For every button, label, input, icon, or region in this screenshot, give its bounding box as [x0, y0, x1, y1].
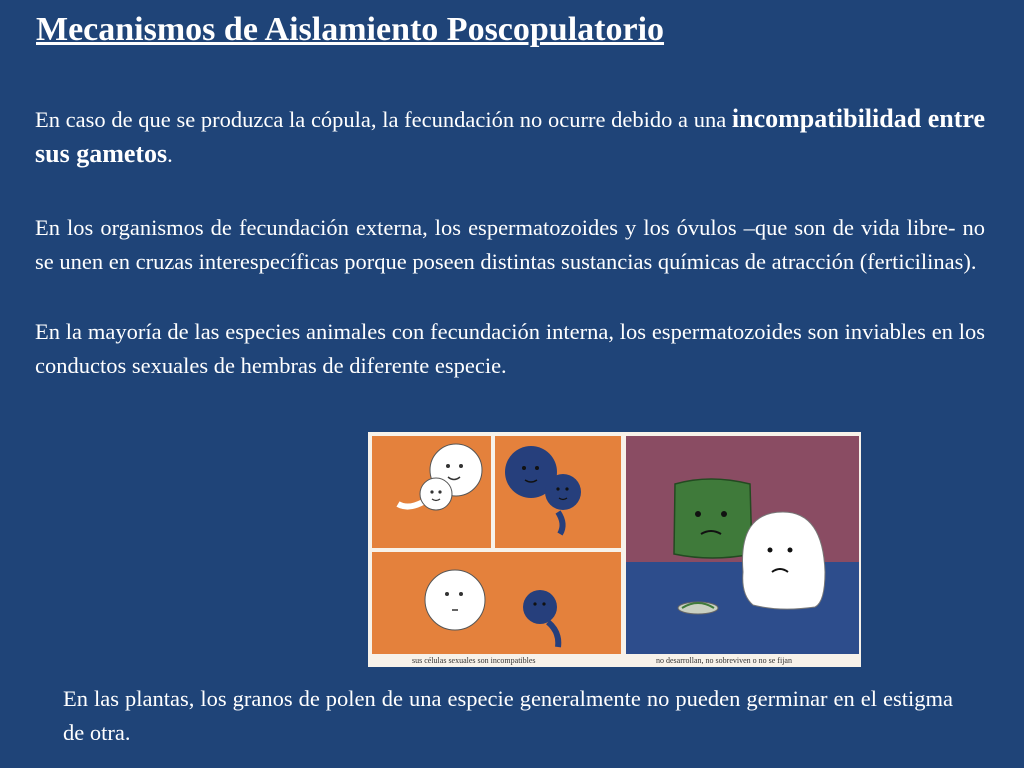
caption-left: sus células sexuales son incompatibles [412, 656, 536, 665]
green-cube-character-icon [674, 479, 752, 558]
panel-bottom [372, 552, 621, 654]
white-ovum-icon [425, 570, 485, 630]
slide-title: Mecanismos de Aislamiento Poscopulatorio [36, 11, 665, 48]
paragraph-copula-text: En caso de que se produzca la cópula, la fecundación no ocurre debido a una [35, 107, 732, 132]
gamete-cartoon-illustration [368, 432, 861, 667]
paragraph-copula-bold: incompatibilidad entre sus gametos [35, 104, 985, 168]
paragraph-external-fertilization: En los organismos de fecundación externa, los espermatozoides y los óvulos –que son de vida libre- no se unen en cruzas interespecíficas porque poseen distintas sustancias químicas de atracción (ferticilinas). [35, 215, 985, 274]
caption-right: no desarrollan, no sobreviven o no se fijan [656, 656, 792, 665]
paragraph-plants: En las plantas, los granos de polen de una especie generalmente no pueden germinar en el estigma de otra. [63, 686, 953, 745]
deflated-gamete-icon [678, 602, 718, 614]
sad-white-ghost-icon [743, 512, 826, 609]
paragraph-internal-fertilization: En la mayoría de las especies animales con fecundación interna, los espermatozoides son inviables en los conductos sexuales de hembras de diferente especie. [35, 319, 985, 378]
paragraph-copula [35, 102, 985, 172]
paragraph-copula-end: . [167, 142, 173, 167]
